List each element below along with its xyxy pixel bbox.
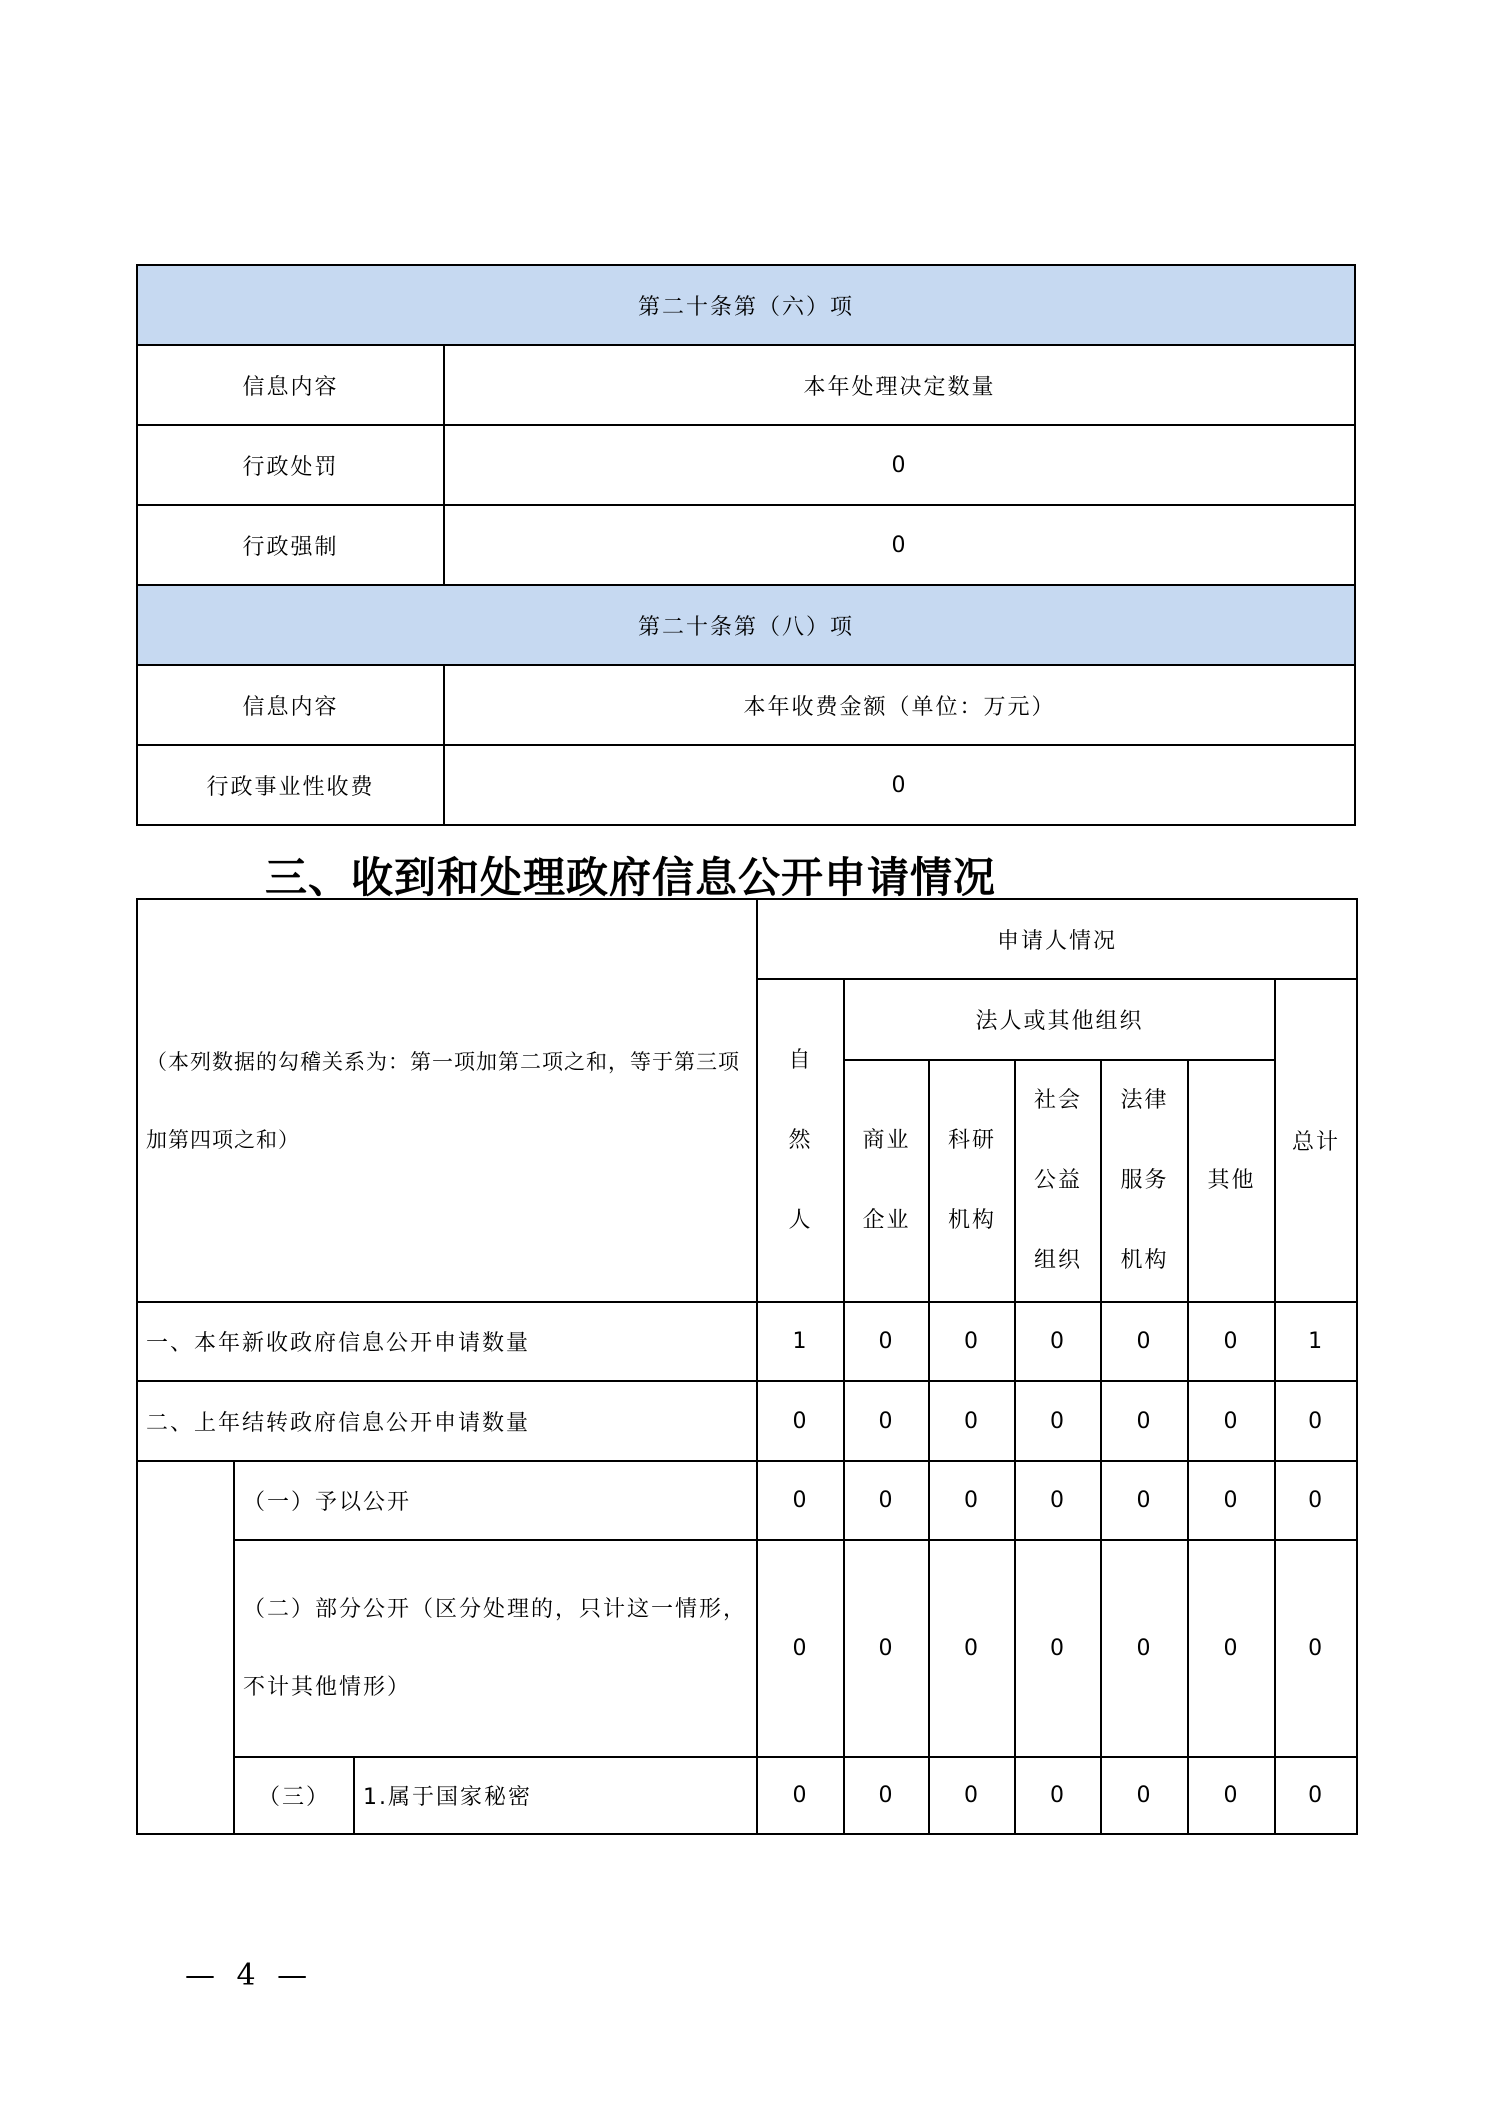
cell-value: 0	[1015, 1461, 1101, 1540]
cell-value: 0	[1188, 1757, 1275, 1834]
table-row	[137, 1757, 1357, 1834]
group-spacer-cell	[137, 1461, 234, 1834]
org-col-legal-service	[1101, 1060, 1188, 1302]
cell-value: 0	[929, 1302, 1015, 1381]
row-value: 0	[444, 425, 1355, 505]
header-line: 社会	[1034, 1088, 1083, 1113]
cell-value: 0	[1188, 1302, 1275, 1381]
row-value: 0	[444, 745, 1355, 825]
cell-value: 0	[844, 1540, 929, 1757]
org-col-commercial	[844, 1060, 929, 1302]
column-header-value: 本年处理决定数量	[444, 345, 1355, 425]
cell-value: 1	[1275, 1302, 1357, 1381]
table-row	[137, 1381, 1357, 1461]
cell-value: 1	[757, 1302, 844, 1381]
cell-value: 0	[757, 1381, 844, 1461]
cell-value: 0	[1101, 1540, 1188, 1757]
header-line: 科研	[948, 1128, 997, 1153]
cell-value: 0	[1015, 1302, 1101, 1381]
cell-value: 0	[1188, 1540, 1275, 1757]
column-header-value: 本年收费金额（单位：万元）	[444, 665, 1355, 745]
cell-value: 0	[929, 1540, 1015, 1757]
row-label	[234, 1540, 757, 1757]
cell-value: 0	[929, 1381, 1015, 1461]
header-char: 人	[788, 1207, 813, 1233]
header-line: 法律	[1120, 1088, 1169, 1113]
cell-value: 0	[1275, 1540, 1357, 1757]
row-label: 二、上年结转政府信息公开申请数量	[137, 1381, 757, 1461]
note-text: （本列数据的勾稽关系为：第一项加第二项之和，等于第三项加第四项之和）	[146, 1049, 740, 1152]
header-line: 公益	[1034, 1168, 1083, 1193]
cell-value: 0	[1275, 1381, 1357, 1461]
applications-table	[136, 898, 1358, 1835]
row-label: 一、本年新收政府信息公开申请数量	[137, 1302, 757, 1381]
cell-value: 0	[1275, 1461, 1357, 1540]
legal-org-header: 法人或其他组织	[844, 979, 1275, 1060]
total-header: 总计	[1275, 979, 1357, 1302]
cell-value: 0	[929, 1757, 1015, 1834]
table-row	[137, 505, 1355, 585]
header-line: 服务	[1120, 1168, 1169, 1193]
column-header-row	[137, 665, 1355, 745]
cell-value: 0	[1188, 1461, 1275, 1540]
column-header-row	[137, 345, 1355, 425]
section-title: 三、收到和处理政府信息公开申请情况	[265, 853, 997, 902]
row-value: 0	[444, 505, 1355, 585]
cell-value: 0	[844, 1757, 929, 1834]
table-row	[137, 1302, 1357, 1381]
header-line: 企业	[862, 1208, 911, 1233]
header-char: 自	[788, 1047, 813, 1073]
cell-value: 0	[757, 1461, 844, 1540]
row-label: 行政事业性收费	[137, 745, 444, 825]
applicant-header-row	[137, 899, 1357, 979]
org-col-public-welfare	[1015, 1060, 1101, 1302]
applicant-header: 申请人情况	[757, 899, 1357, 979]
label-line: （二）部分公开（区分处理的，只计这一情形，	[243, 1596, 748, 1622]
cell-value: 0	[1188, 1381, 1275, 1461]
cell-value: 0	[1101, 1757, 1188, 1834]
row-label: 1.属于国家秘密	[354, 1757, 757, 1834]
header-line: 机构	[948, 1208, 997, 1233]
cell-value: 0	[1015, 1757, 1101, 1834]
disclosure-table-article20	[136, 264, 1356, 826]
header-line: 商业	[862, 1128, 911, 1153]
cell-value: 0	[844, 1461, 929, 1540]
column-header-label: 信息内容	[137, 345, 444, 425]
header-line: 机构	[1120, 1248, 1169, 1273]
page-number: — 4 —	[185, 1958, 314, 1993]
cell-value: 0	[844, 1381, 929, 1461]
group-label: （三）	[234, 1757, 354, 1834]
row-label: 行政处罚	[137, 425, 444, 505]
reconciliation-note	[137, 899, 757, 1302]
section-header-row	[137, 265, 1355, 345]
cell-value: 0	[1015, 1540, 1101, 1757]
cell-value: 0	[757, 1540, 844, 1757]
header-line: 组织	[1034, 1248, 1083, 1273]
column-header-label: 信息内容	[137, 665, 444, 745]
label-line: 不计其他情形）	[243, 1674, 412, 1700]
cell-value: 0	[1015, 1381, 1101, 1461]
section-header-row	[137, 585, 1355, 665]
cell-value: 0	[1101, 1381, 1188, 1461]
cell-value: 0	[1101, 1461, 1188, 1540]
cell-value: 0	[844, 1302, 929, 1381]
natural-person-header	[757, 979, 844, 1302]
header-char: 然	[788, 1127, 813, 1153]
section-header: 第二十条第（八）项	[137, 585, 1355, 665]
row-label: 行政强制	[137, 505, 444, 585]
cell-value: 0	[757, 1757, 844, 1834]
table-row	[137, 745, 1355, 825]
row-label: （一）予以公开	[234, 1461, 757, 1540]
cell-value: 0	[929, 1461, 1015, 1540]
cell-value: 0	[1275, 1757, 1357, 1834]
org-col-research	[929, 1060, 1015, 1302]
table-row	[137, 1540, 1357, 1757]
table-row	[137, 1461, 1357, 1540]
cell-value: 0	[1101, 1302, 1188, 1381]
table-row	[137, 425, 1355, 505]
section-header: 第二十条第（六）项	[137, 265, 1355, 345]
header-line: 其他	[1207, 1168, 1256, 1193]
org-col-other	[1188, 1060, 1275, 1302]
